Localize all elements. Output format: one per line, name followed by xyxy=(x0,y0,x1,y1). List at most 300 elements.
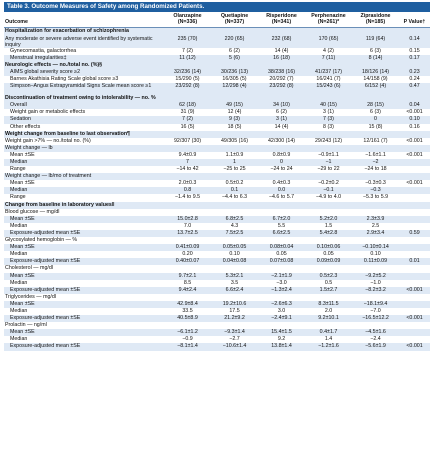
table-row xyxy=(4,237,430,244)
cell-ziprasidone: 0 xyxy=(352,116,399,123)
row-label: Exposure-adjusted mean ±SE xyxy=(4,258,164,265)
row-label: Weight gain or metabolic effects xyxy=(10,109,86,116)
cell-perphenazine: 1.5 xyxy=(324,222,333,229)
cell-ziprasidone xyxy=(352,265,399,272)
cell-perphenazine: 8.3±11.5 xyxy=(305,301,352,308)
table-row xyxy=(4,187,430,194)
cell-olanzapine: −6.1±1.2 xyxy=(164,329,211,336)
cell-p-value xyxy=(399,166,430,173)
cell-risperidone: 0.07±0.08 xyxy=(258,258,305,265)
cell-risperidone: 0.0 xyxy=(258,187,305,194)
cell-risperidone: 5.5 xyxy=(277,222,286,229)
cell-quetiapine xyxy=(211,209,258,216)
cell-quetiapine: 12 (4) xyxy=(227,109,242,116)
row-label: Exposure-adjusted mean ±SE xyxy=(4,287,164,294)
cell-ziprasidone: −0.10±0.14 xyxy=(352,244,399,251)
table-row xyxy=(4,202,430,209)
cell-perphenazine xyxy=(305,62,352,69)
row-label: Glycosylated hemoglobin — % xyxy=(5,237,78,244)
cell-p-value: <0.001 xyxy=(406,137,423,144)
row-label: Median xyxy=(10,222,28,229)
cell-risperidone xyxy=(258,145,305,152)
cell-quetiapine xyxy=(211,322,258,329)
cell-perphenazine: 5.4±2.8 xyxy=(305,230,352,237)
cell-quetiapine: 1 xyxy=(211,159,258,166)
cell-risperidone: 23/292 (8) xyxy=(258,83,305,95)
cell-quetiapine: 30/236 (13) xyxy=(211,69,258,76)
cell-p-value xyxy=(399,294,430,301)
cell-perphenazine xyxy=(305,173,352,180)
cell-quetiapine: 0.10 xyxy=(229,251,240,258)
cell-perphenazine: 1.4 xyxy=(324,336,333,343)
cell-perphenazine: −0.9±1.1 xyxy=(318,151,339,158)
cell-ziprasidone xyxy=(352,294,399,301)
cell-quetiapine: 220 (65) xyxy=(211,36,258,48)
cell-perphenazine: 3 (1) xyxy=(323,109,334,116)
cell-ziprasidone: −4.5±1.6 xyxy=(352,329,399,336)
cell-quetiapine xyxy=(211,95,258,102)
cell-olanzapine: 7 xyxy=(164,159,211,166)
cell-quetiapine: 5 (6) xyxy=(211,55,258,62)
cell-quetiapine: 17.5 xyxy=(229,307,240,314)
row-label: Barnes Akathisia Rating Scale global score ≥3 xyxy=(10,76,119,83)
cell-olanzapine: 7.0 xyxy=(183,222,192,229)
cell-perphenazine: 7 (3) xyxy=(305,116,352,123)
row-label: Median xyxy=(10,279,28,286)
row-label: Median xyxy=(10,336,28,343)
cell-quetiapine: 19.2±10.6 xyxy=(211,301,258,308)
table-row xyxy=(4,166,430,173)
cell-quetiapine: 12/298 (4) xyxy=(211,83,258,95)
cell-perphenazine xyxy=(305,322,352,329)
cell-perphenazine xyxy=(305,237,352,244)
table-row xyxy=(4,55,430,62)
cell-quetiapine: 0.1 xyxy=(211,187,258,194)
row-label: Weight change from baseline to last observation¶ xyxy=(4,131,164,138)
cell-p-value xyxy=(399,194,430,201)
cell-ziprasidone: 6 (3) xyxy=(370,47,381,54)
cell-olanzapine: 40.5±8.9 xyxy=(164,315,211,322)
cell-quetiapine: 16/305 (5) xyxy=(222,76,247,83)
cell-quetiapine: 0.5±0.2 xyxy=(225,180,244,187)
cell-perphenazine xyxy=(305,131,352,138)
cell-perphenazine xyxy=(305,294,352,301)
cell-risperidone: −3.0 xyxy=(276,279,287,286)
cell-quetiapine: 49/305 (16) xyxy=(220,137,249,144)
cell-ziprasidone: −0.3±0.3 xyxy=(365,180,386,187)
cell-olanzapine: 15/290 (5) xyxy=(175,76,200,83)
cell-olanzapine xyxy=(164,209,211,216)
table-row xyxy=(4,62,430,69)
cell-risperidone: 232 (68) xyxy=(258,36,305,48)
cell-risperidone xyxy=(258,265,305,272)
cell-risperidone: −24 to 24 xyxy=(270,166,293,173)
cell-perphenazine: 0.05 xyxy=(323,251,334,258)
row-label: Neurologic effects — no./total no. (%)§ xyxy=(4,62,164,69)
cell-ziprasidone: −8.2±3.2 xyxy=(352,287,399,294)
cell-p-value: 0.01 xyxy=(399,258,430,265)
cell-p-value: <0.001 xyxy=(406,109,423,116)
table-row xyxy=(4,131,430,138)
header-outcome: Outcome xyxy=(4,12,164,28)
cell-p-value: 0.16 xyxy=(409,123,420,130)
cell-quetiapine: −10.6±1.4 xyxy=(211,343,258,350)
cell-p-value: 0.14 xyxy=(399,36,430,48)
row-label: Gynecomastia, galactorrhea xyxy=(10,47,77,54)
cell-perphenazine: 0.10±0.06 xyxy=(305,244,352,251)
cell-risperidone: 3 (1) xyxy=(258,116,305,123)
cell-ziprasidone xyxy=(352,131,399,138)
cell-risperidone: 3.0 xyxy=(277,307,286,314)
cell-risperidone: −1.3±2.4 xyxy=(258,287,305,294)
cell-p-value xyxy=(399,322,430,329)
cell-ziprasidone: 2.9±3.4 xyxy=(352,230,399,237)
cell-olanzapine: 8.5 xyxy=(183,279,192,286)
cell-perphenazine: 9.2±10.1 xyxy=(305,315,352,322)
table-row xyxy=(4,69,430,76)
cell-quetiapine: 0.04±0.08 xyxy=(211,258,258,265)
row-label: Exposure-adjusted mean ±SE xyxy=(4,343,164,350)
row-label: Discontinuation of treatment owing to intolerability — no. % xyxy=(4,95,164,102)
table-row xyxy=(4,216,430,223)
cell-ziprasidone: 0.11±0.09 xyxy=(352,258,399,265)
cell-perphenazine xyxy=(305,145,352,152)
cell-perphenazine: 15/243 (6) xyxy=(305,83,352,95)
cell-risperidone: −2.4±9.1 xyxy=(258,315,305,322)
cell-quetiapine xyxy=(211,202,258,209)
cell-olanzapine: 7 (2) xyxy=(164,116,211,123)
cell-ziprasidone: 119 (64) xyxy=(352,36,399,48)
table-row xyxy=(4,223,430,230)
cell-olanzapine: 15.0±2.8 xyxy=(164,216,211,223)
header-p-value: P Value† xyxy=(399,12,430,28)
cell-ziprasidone xyxy=(352,237,399,244)
table-row xyxy=(4,258,430,265)
cell-perphenazine: 5.2±2.0 xyxy=(305,216,352,223)
cell-perphenazine: −0.2±0.2 xyxy=(318,180,339,187)
cell-olanzapine: 62 (18) xyxy=(164,102,211,109)
table-row xyxy=(4,124,430,131)
table-row xyxy=(4,336,430,343)
cell-perphenazine: 16/241 (7) xyxy=(316,76,341,83)
cell-quetiapine: 49 (15) xyxy=(211,102,258,109)
cell-olanzapine: 42.9±8.4 xyxy=(164,301,211,308)
table-row xyxy=(4,194,430,201)
cell-quetiapine: 9 (3) xyxy=(211,116,258,123)
row-label: Mean ±SE xyxy=(4,216,164,223)
cell-p-value: <0.001 xyxy=(399,315,430,322)
cell-p-value: <0.001 xyxy=(406,180,423,187)
cell-p-value: 0.24 xyxy=(409,76,420,83)
table-caption xyxy=(4,2,430,12)
table-row xyxy=(4,76,430,83)
cell-olanzapine: −0.9 xyxy=(182,336,193,343)
row-label: Mean ±SE xyxy=(4,273,164,280)
cell-quetiapine: 6 (2) xyxy=(229,47,240,54)
row-label: Median xyxy=(4,159,164,166)
cell-p-value: 0.10 xyxy=(399,116,430,123)
cell-risperidone: 14 (4) xyxy=(274,123,289,130)
cell-olanzapine xyxy=(164,202,211,209)
cell-ziprasidone: 2.3±3.9 xyxy=(352,216,399,223)
cell-ziprasidone xyxy=(352,95,399,102)
row-label: Blood glucose — mg/dl xyxy=(5,208,60,215)
cell-risperidone: 9.2 xyxy=(277,336,286,343)
cell-p-value: 0.04 xyxy=(399,102,430,109)
cell-ziprasidone: 12/161 (7) xyxy=(363,137,388,144)
cell-p-value xyxy=(399,145,430,152)
cell-olanzapine: −8.1±1.4 xyxy=(164,343,211,350)
cell-olanzapine: −1.4 to 9.5 xyxy=(174,194,201,201)
cell-perphenazine: 1.5±2.7 xyxy=(305,287,352,294)
row-label: Weight change — lb/mo of treatment xyxy=(4,173,164,180)
table-row xyxy=(4,159,430,166)
cell-ziprasidone: −1.0 xyxy=(370,279,381,286)
table-row xyxy=(4,138,430,145)
cell-ziprasidone xyxy=(352,209,399,216)
cell-ziprasidone: 8 (14) xyxy=(352,55,399,62)
cell-olanzapine xyxy=(164,95,211,102)
cell-p-value xyxy=(399,159,430,166)
header-row xyxy=(4,12,430,28)
cell-p-value xyxy=(399,28,430,36)
cell-ziprasidone: 18/126 (14) xyxy=(352,69,399,76)
table-row xyxy=(4,173,430,180)
cell-perphenazine: 40 (15) xyxy=(305,102,352,109)
cell-risperidone xyxy=(258,209,305,216)
cell-ziprasidone: −2 xyxy=(352,159,399,166)
cell-olanzapine: 23/292 (8) xyxy=(164,83,211,95)
row-label: Exposure-adjusted mean ±SE xyxy=(4,230,164,237)
cell-ziprasidone xyxy=(352,202,399,209)
cell-ziprasidone: −7.0 xyxy=(370,307,381,314)
cell-p-value: 0.15 xyxy=(409,47,420,54)
cell-perphenazine: −4.9 to 4.0 xyxy=(315,194,342,201)
cell-ziprasidone: 6/152 (4) xyxy=(352,83,399,95)
cell-risperidone: 6.7±2.0 xyxy=(258,216,305,223)
cell-quetiapine xyxy=(211,131,258,138)
cell-olanzapine xyxy=(164,28,211,36)
table-row xyxy=(4,308,430,315)
table-row xyxy=(4,83,430,95)
cell-risperidone: 0.8±0.9 xyxy=(272,151,291,158)
cell-ziprasidone: −9.2±5.2 xyxy=(352,273,399,280)
cell-risperidone: 15.4±1.5 xyxy=(258,329,305,336)
table-row xyxy=(4,28,430,36)
row-label: Menstrual irregularities‡ xyxy=(4,55,164,62)
table-row xyxy=(4,95,430,102)
row-label: Mean ±SE xyxy=(10,151,35,158)
cell-risperidone: 20/292 (7) xyxy=(269,76,294,83)
table-row xyxy=(4,145,430,152)
cell-risperidone xyxy=(258,322,305,329)
cell-risperidone: −2.6±6.3 xyxy=(258,301,305,308)
cell-p-value xyxy=(399,209,430,216)
cell-quetiapine: 4.3 xyxy=(230,222,239,229)
row-label: Hospitalization for exacerbation of schizophrenia xyxy=(4,28,164,36)
cell-p-value xyxy=(399,251,430,258)
cell-p-value: <0.001 xyxy=(399,343,430,350)
cell-p-value: 0.23 xyxy=(399,69,430,76)
cell-p-value: <0.001 xyxy=(406,151,423,158)
cell-risperidone: 6 (2) xyxy=(276,109,287,116)
cell-perphenazine: 41/237 (17) xyxy=(305,69,352,76)
cell-olanzapine: 9.4±2.4 xyxy=(164,287,211,294)
cell-ziprasidone: 28 (15) xyxy=(352,102,399,109)
cell-quetiapine: −9.3±1.4 xyxy=(211,329,258,336)
row-label: Range xyxy=(10,166,26,173)
table-row xyxy=(4,48,430,55)
table-row xyxy=(4,102,430,109)
cell-risperidone xyxy=(258,62,305,69)
cell-risperidone: −4.6 to 5.7 xyxy=(268,194,295,201)
cell-olanzapine: 13.7±2.5 xyxy=(164,230,211,237)
table-row xyxy=(4,322,430,329)
cell-olanzapine xyxy=(164,62,211,69)
cell-p-value xyxy=(399,131,430,138)
row-label: Mean ±SE xyxy=(4,301,164,308)
cell-olanzapine xyxy=(164,265,211,272)
cell-ziprasidone: −24 to 18 xyxy=(364,166,387,173)
cell-ziprasidone: 14/158 (9) xyxy=(363,76,388,83)
cell-quetiapine: 0.05±0.05 xyxy=(211,244,258,251)
cell-perphenazine xyxy=(305,28,352,36)
cell-ziprasidone: −0.3 xyxy=(352,187,399,194)
cell-quetiapine xyxy=(211,265,258,272)
cell-p-value: <0.001 xyxy=(399,287,430,294)
cell-risperidone: 14 (4) xyxy=(274,47,289,54)
cell-p-value xyxy=(399,202,430,209)
cell-olanzapine xyxy=(164,237,211,244)
table-row xyxy=(4,251,430,258)
cell-perphenazine: 0.5 xyxy=(324,279,333,286)
cell-ziprasidone xyxy=(352,28,399,36)
cell-olanzapine: 92/307 (30) xyxy=(173,137,202,144)
row-label: Other effects xyxy=(10,123,41,130)
row-label: Cholesterol — mg/dl xyxy=(5,265,53,272)
table-row xyxy=(4,315,430,322)
cell-p-value xyxy=(399,95,430,102)
table-row xyxy=(4,180,430,187)
cell-quetiapine: 7.5±2.5 xyxy=(211,230,258,237)
table-row xyxy=(4,329,430,336)
cell-p-value xyxy=(399,265,430,272)
safety-outcomes-table xyxy=(4,12,430,351)
cell-risperidone xyxy=(258,131,305,138)
row-label: Change from baseline in laboratory values‖ xyxy=(4,202,164,209)
cell-quetiapine: 5.3±2.1 xyxy=(211,273,258,280)
cell-risperidone xyxy=(258,202,305,209)
cell-risperidone xyxy=(258,294,305,301)
cell-quetiapine: −2.7 xyxy=(229,336,240,343)
cell-olanzapine: 0.40±0.07 xyxy=(164,258,211,265)
cell-p-value xyxy=(399,244,430,251)
cell-quetiapine: 3.5 xyxy=(230,279,239,286)
cell-perphenazine: 170 (65) xyxy=(305,36,352,48)
cell-ziprasidone xyxy=(352,173,399,180)
row-label: Triglycerides — mg/dl xyxy=(5,293,57,300)
cell-perphenazine: 29/243 (12) xyxy=(314,137,343,144)
cell-quetiapine: −25 to 25 xyxy=(223,166,246,173)
table-row xyxy=(4,244,430,251)
row-label: Weight gain >7% — no./total no. (%) xyxy=(5,137,91,144)
cell-olanzapine xyxy=(164,145,211,152)
cell-olanzapine: 2.0±0.3 xyxy=(178,180,197,187)
cell-perphenazine: −29 to 22 xyxy=(317,166,340,173)
table-row xyxy=(4,152,430,159)
cell-ziprasidone: 15 (8) xyxy=(368,123,383,130)
cell-perphenazine: 0.5±2.3 xyxy=(305,273,352,280)
cell-quetiapine: 21.2±9.2 xyxy=(211,315,258,322)
cell-p-value xyxy=(399,280,430,287)
cell-p-value xyxy=(399,62,430,69)
table-row xyxy=(4,265,430,272)
cell-ziprasidone xyxy=(352,62,399,69)
cell-olanzapine xyxy=(164,322,211,329)
cell-ziprasidone: −18.1±9.4 xyxy=(352,301,399,308)
table-row xyxy=(4,109,430,116)
cell-risperidone xyxy=(258,173,305,180)
cell-olanzapine: 32/236 (14) xyxy=(164,69,211,76)
table-row xyxy=(4,287,430,294)
cell-quetiapine: 1.1±0.9 xyxy=(225,151,244,158)
cell-quetiapine: 18 (5) xyxy=(227,123,242,130)
row-label: Mean ±SE xyxy=(4,329,164,336)
cell-quetiapine: 6.8±2.5 xyxy=(211,216,258,223)
cell-ziprasidone: 6 (3) xyxy=(370,109,381,116)
cell-olanzapine xyxy=(164,173,211,180)
table-number: Table 3. xyxy=(7,3,30,10)
cell-ziprasidone: 2.5 xyxy=(371,222,380,229)
table-row xyxy=(4,36,430,48)
cell-risperidone: 6.6±2.5 xyxy=(258,230,305,237)
cell-p-value xyxy=(399,223,430,230)
row-label: Median xyxy=(10,307,28,314)
cell-risperidone: 34 (10) xyxy=(258,102,305,109)
header-ziprasidone: Ziprasidone (N=185) xyxy=(352,12,399,28)
cell-perphenazine xyxy=(305,202,352,209)
cell-quetiapine xyxy=(211,62,258,69)
cell-perphenazine xyxy=(305,95,352,102)
cell-quetiapine: 6.6±2.4 xyxy=(211,287,258,294)
cell-p-value: 0.17 xyxy=(399,55,430,62)
cell-olanzapine: 11 (12) xyxy=(164,55,211,62)
cell-perphenazine xyxy=(305,265,352,272)
row-label: Simpson–Angus Extrapyramidal Signs Scale mean score ≥1 xyxy=(4,83,164,95)
cell-p-value xyxy=(399,273,430,280)
cell-p-value xyxy=(399,308,430,315)
cell-risperidone xyxy=(258,237,305,244)
cell-p-value: 0.47 xyxy=(399,83,430,95)
row-label: Range xyxy=(10,194,26,201)
cell-quetiapine xyxy=(211,237,258,244)
table-row xyxy=(4,343,430,350)
row-label: Mean ±SE xyxy=(10,180,35,187)
table-row xyxy=(4,209,430,216)
cell-olanzapine: 7 (2) xyxy=(182,47,193,54)
cell-olanzapine xyxy=(164,294,211,301)
cell-olanzapine: 0.8 xyxy=(164,187,211,194)
cell-perphenazine: 7 (11) xyxy=(305,55,352,62)
header-perphenazine: Perphenazine (N=261)* xyxy=(305,12,352,28)
cell-perphenazine: −1.2±1.6 xyxy=(305,343,352,350)
cell-olanzapine: −14 to 42 xyxy=(176,166,199,173)
cell-olanzapine: 16 (5) xyxy=(180,123,195,130)
cell-olanzapine: 0.41±0.09 xyxy=(164,244,211,251)
cell-perphenazine: −1 xyxy=(305,159,352,166)
cell-risperidone: 16 (18) xyxy=(258,55,305,62)
row-label: Median xyxy=(10,251,28,258)
